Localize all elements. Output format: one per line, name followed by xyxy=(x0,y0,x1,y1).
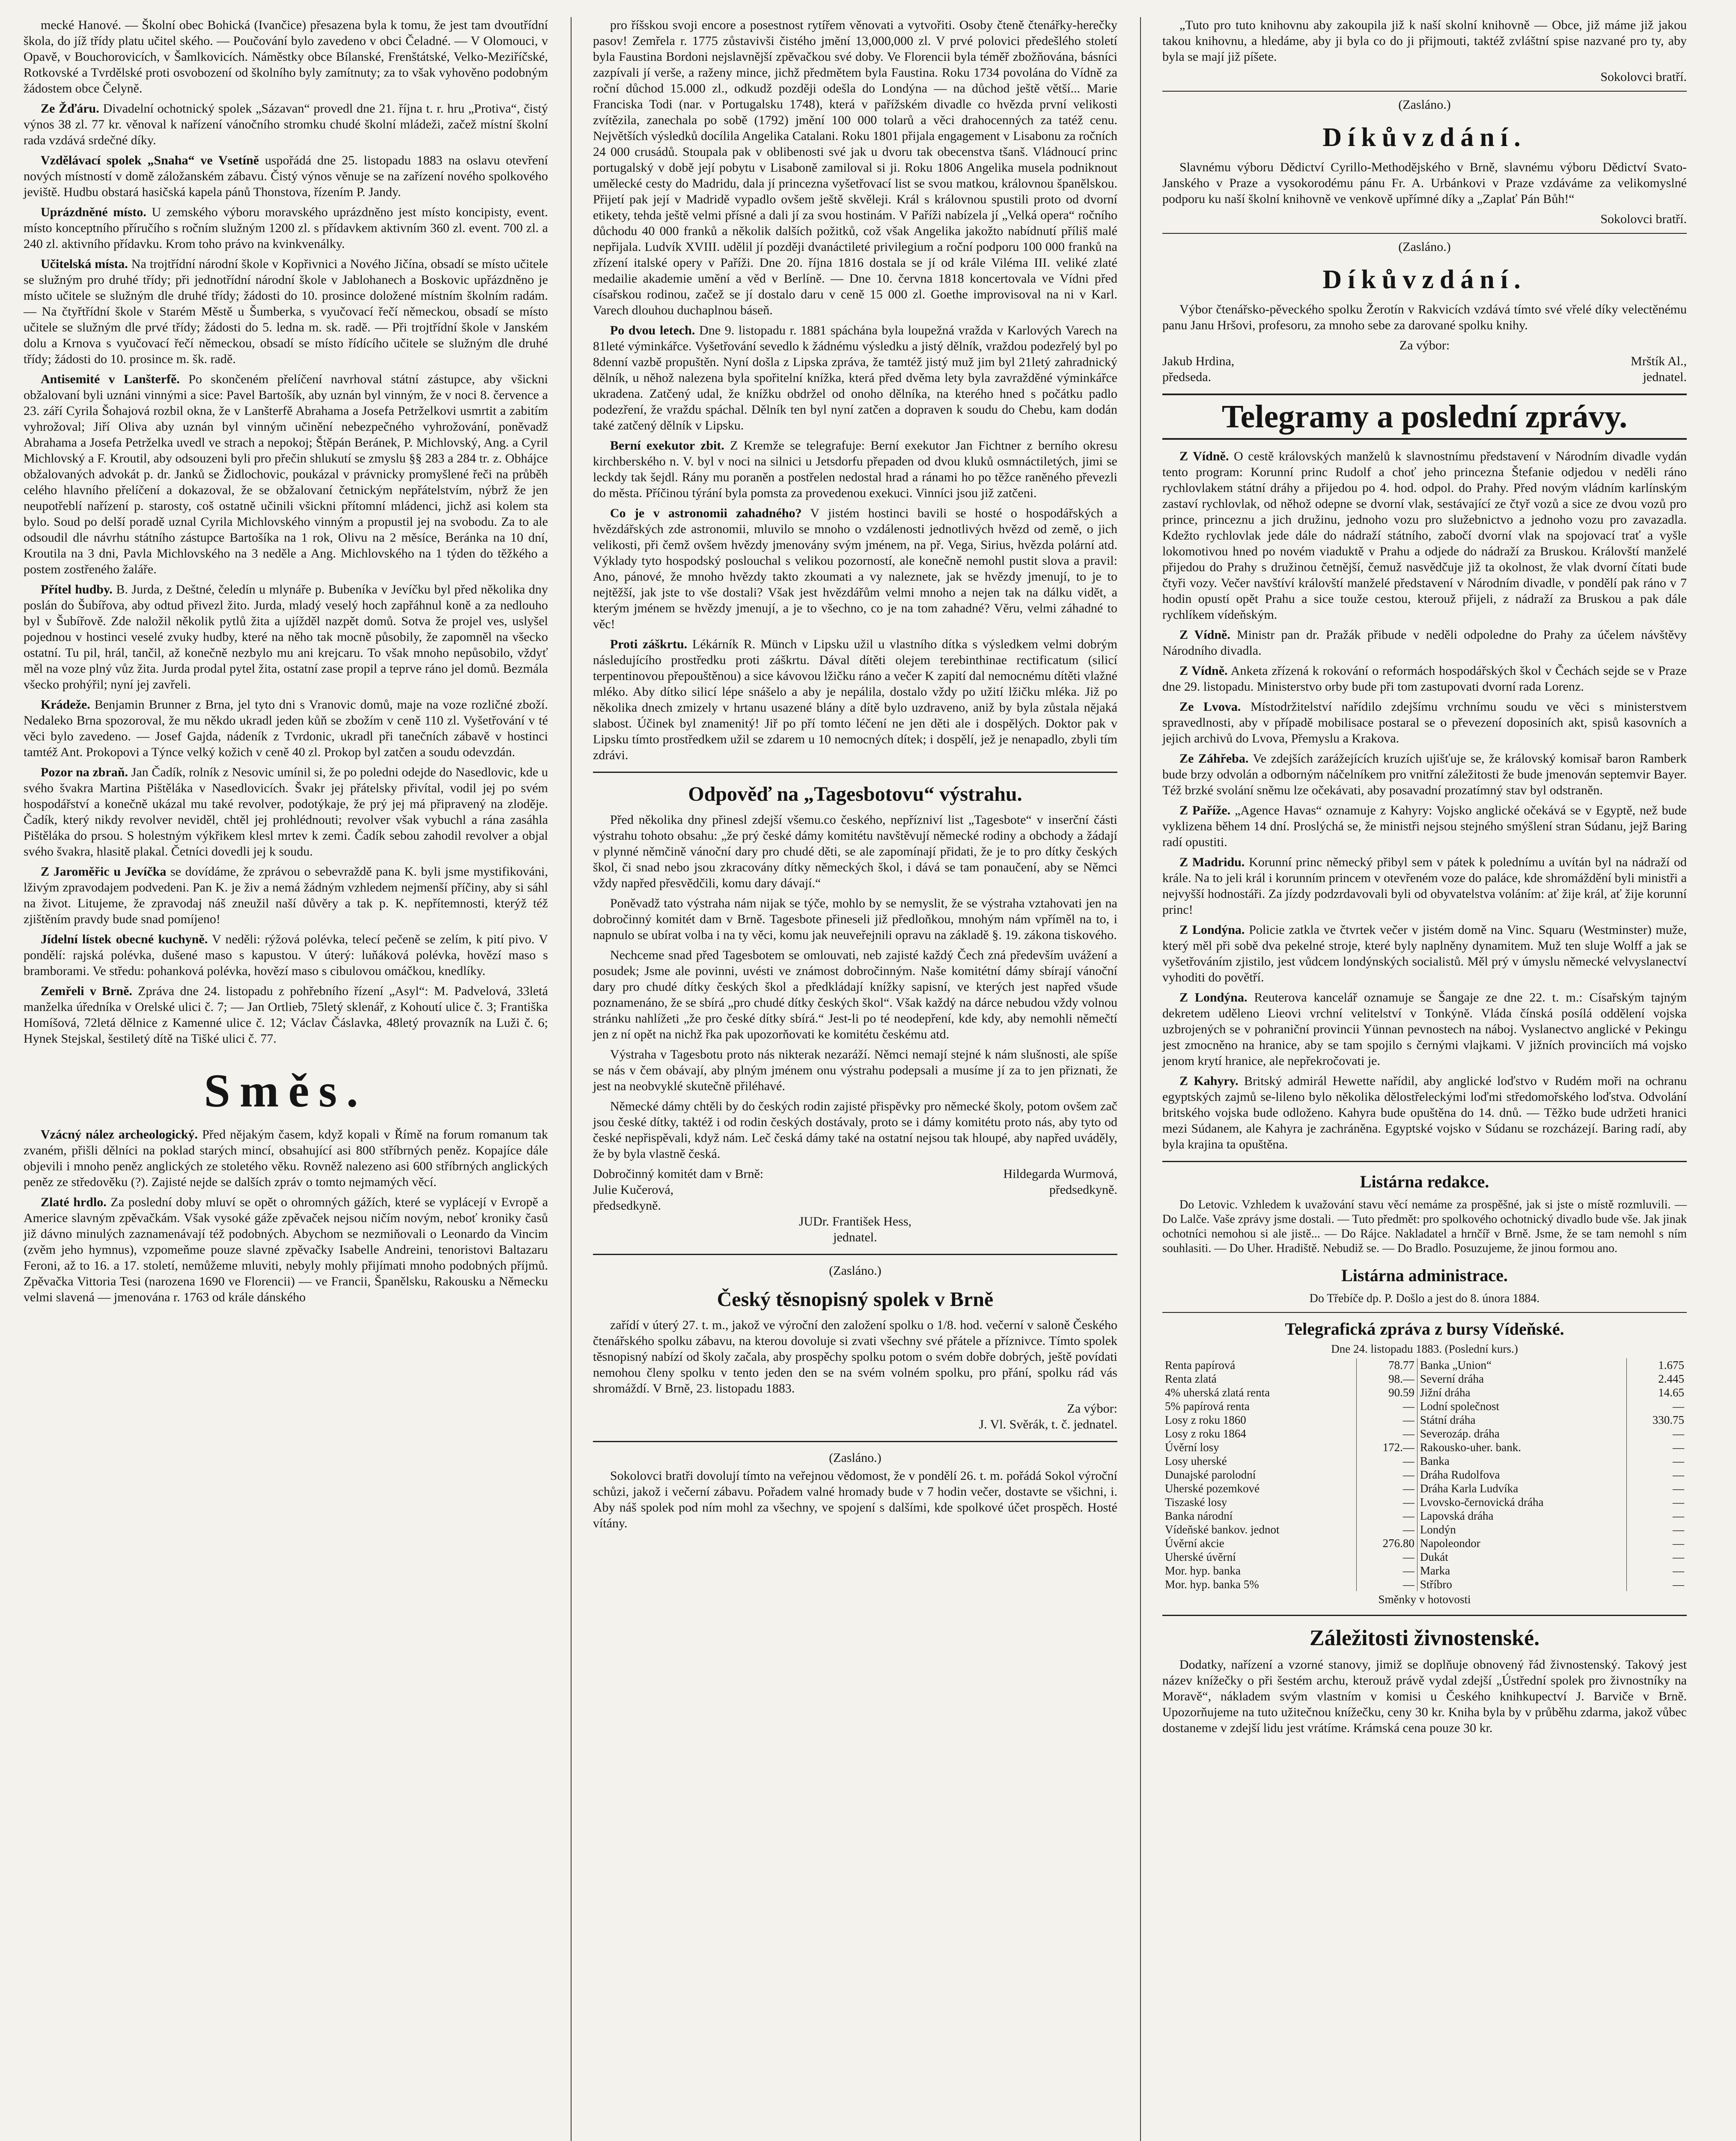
burza-value: — xyxy=(1357,1550,1417,1564)
burza-item: Napoleondor xyxy=(1417,1536,1626,1550)
burza-item: Tiszaské losy xyxy=(1165,1496,1227,1509)
signature-right xyxy=(1631,353,1687,385)
burza-item: Mor. hyp. banka xyxy=(1165,1564,1241,1577)
divider xyxy=(593,772,1117,773)
column-rule xyxy=(571,17,572,2141)
article-heading: Z Madridu. xyxy=(1179,855,1245,869)
divider xyxy=(1162,1161,1687,1162)
zaslano-label: (Zasláno.) xyxy=(829,1264,881,1278)
article-paragraph xyxy=(1162,627,1687,659)
signature-left xyxy=(593,1166,763,1214)
burza-value: — xyxy=(1626,1468,1687,1482)
article-heading: Zlaté hrdlo. xyxy=(41,1195,107,1209)
burza-item: Lapovská dráha xyxy=(1417,1509,1626,1523)
column-1 xyxy=(24,17,548,1309)
listarna-redakce-heading: Listárna redakce. xyxy=(1360,1172,1489,1191)
article-text: Dne 9. listopadu r. 1881 spáchána byla loupežná vražda v Karlových Varech na 81leté výminkářce. Vyšetřování sevedlo k žádnému výsledku a jistý dělník, vraždou podezřelý byl po 8denní vazbě propuštěn. Nyní došla z Lipska zpráva, že tamtéž jistý muž jim byl 21letý zahradnický dělník, u něhož nalezena byla spořitelní knížka, která před dvěma lety byla zavražděné výminkářce ukradena. Zatčený udal, že knížku obdržel od onoho dělníka, na kterého hned s počátku padlo podezření, že vraždu spáchal. Dělník ten byl nyní zatčen a dopraven k soudu do Chebu, kam dodán také zatčený dělník v Lipsku. xyxy=(593,323,1117,432)
zaslano-label: (Zasláno.) xyxy=(829,1451,881,1465)
listarna-administrace-heading: Listárna administrace. xyxy=(1341,1266,1508,1285)
za-vybor: Za výbor: xyxy=(1399,338,1450,352)
burza-value: — xyxy=(1357,1427,1417,1440)
article-text: pro říšskou svoji encore a posestnost rytířem věnovati a vytvořiti. Osoby čteně čtenářky-herečky pasov! Zemřela r. 1775 zůstavivši čistého jmění 13,000,000 zl. V prvé polovici předešlého století byla Faustina Bordoni nejslavnější zpěvačkou své doby. Ve Florencii byla téměř zbožňována, básníci zazpívali jí verše, a raženy mince, jichž předmětem byla Faustina. Roku 1734 povolána do Vídně za roční důchod 15.000 zl., odkudž později odešla do Londýna — na důchod ještě větší... Marie Franciska Todi (nar. v Portugalsku 1748), která v pařížském divadle co hvězda první velikosti zvítězila, zanechala po sobě (1792) jmění 100 000 tolarů a věci drahocenných za tatéž cenu. Největších výsledků docílila Angelika Catalani. Roku 1801 přijala engagement v Lisabonu za ročních 24 000 crusádů. Stoupala pak v oblibenosti své jak u dvoru tak obecenstva tšanš. Vládnoucí princ portugalský v době její pobytu v Lisaboně zamiloval si ji. Roku 1806 Angelika musela podniknout umělecké cesty do Madridu, dala jí princezna vyšetřovací list se svou matkou, královnou španělskou. Přijetí pak její v Madridě vypadlo ovšem ještě skvěleji. Král s královnou spustili proto od dvorní etikety, tehda ještě velmi přísné a dali jí za svou hostinám. V Paříži nabízela jí „Velká opera“ ročního důchodu 40 000 franků a několik dalších požitků, což však Angelika jakožto nabídnutí příliš malé nepřijala. Ludvík XVIII. udělil jí později dvanáctileté privilegium a roční podporu 100 000 franků na zřízení italské opery v Paříži. Dne 20. října 1816 dostala se jí od krále Viléma III. veliké zlaté medailie akademie umění a věd v Berlíně. — Dne 10. června 1818 koncertovala ve Vídni před císařskou rodinou, začež se jí dostalo daru v ceně 15 000 zl. Goethe improvisoval na ni v Karl. Varech dlouhou duchaplnou báseň. xyxy=(593,18,1117,317)
column-rule xyxy=(1140,17,1141,2141)
burza-row xyxy=(1162,1427,1687,1440)
odpoved-heading: Odpověď na „Tagesbotovu“ výstrahu. xyxy=(688,783,1022,805)
burza-row xyxy=(1162,1386,1687,1399)
article-heading: Zemřeli v Brně. xyxy=(41,984,132,998)
burza-row xyxy=(1162,1440,1687,1454)
text-line: J. Vl. Svěrák, t. č. jednatel. xyxy=(979,1417,1117,1431)
top-signature: Sokolovci bratří. xyxy=(1600,70,1687,84)
burza-value: — xyxy=(1626,1440,1687,1454)
signature-left xyxy=(1162,353,1234,385)
article-text: Korunní princ německý přibyl sem v pátek k polednímu a uvítán byl na nádraží od krále. Na to jeli král i korunním princem v otevřeném voze do paláce, kde shromáždění byli ministři a nejvyšší hodnostáři. Za jízdy podzrdavovali byli od obyvatelstva voláním: ať žije král, ať žije korunní princ! xyxy=(1162,855,1687,917)
article-text: Britský admirál Hewette nařídil, aby anglické loďstvo v Rudém moři na ochranu egyptských zajmů se-lileno bylo několika dělostřeleckými loďmi středomořského loďstva. Odvolání britského vojska bude odloženo. Kahyra bude opuštěna do 14. dnů. — Těžko bude udržeti hranici mezi Súdanem, ale Kahyra je zachráněna. Egyptské vojsko v Súdanu se rozcházejí. Baring radí, aby byla krajina ta opuštěna. xyxy=(1162,1074,1687,1151)
burza-item: Severní dráha xyxy=(1417,1372,1626,1386)
article-text: Reuterova kancelář oznamuje se Šangaje ze dne 22. t. m.: Císařským tajným dekretem uděleno Lieovi vrchní velitelství v Tonkýně. Vláda čínská posílá oddělení vojska uzbrojených se v pohraniční provincii Yünnan pevnostech na náboj. Vyslanectvo anglické v Pekingu jest zmocněno na hranice, aby se tam spojilo s černými vlajkami. V jižních provinciích má vojsko jenom krytí hranice, ale nepřekročovati je. xyxy=(1162,990,1687,1068)
burza-value: — xyxy=(1626,1495,1687,1509)
tesnopis-text: zařídí v úterý 27. t. m., jakož ve výroční den založení spolku o 1/8. hod. večerní v saloně Českého čtenářského spolku zábavu, na kterou dovoluje si zvati všechny své přátele a příznivce. Tímto spolek těsnopisný nabízí od školy začala, aby prospěchy spolku potom o svém dobře dobrých, ještě povídati nemohou členy spolku v tento jeden den se na svém volném spolku, pro přání, spolku rád vás shromáždí. V Brně, 23. listopadu 1883. xyxy=(593,1318,1117,1396)
burza-value: 330.75 xyxy=(1626,1413,1687,1427)
article-heading: Pozor na zbraň. xyxy=(41,765,128,779)
text-line: Jakub Hrdina, xyxy=(1162,354,1235,368)
article-text: Divadelní ochotnický spolek „Sázavan“ provedl dne 21. října t. r. hru „Protiva“, čistý výnos 38 zl. 77 kr. věnoval k nařízení vánočního stromku chudé školní mládeži, začež místní školní rada vzdává srdečné díky. xyxy=(24,101,548,147)
burza-row xyxy=(1162,1550,1687,1564)
article-paragraph xyxy=(1162,699,1687,746)
dikuvzdani-signatures xyxy=(1162,353,1687,385)
article-paragraph xyxy=(1162,751,1687,798)
burza-value: — xyxy=(1626,1564,1687,1577)
burza-value: — xyxy=(1357,1509,1417,1523)
article-heading: Ze Záhřeba. xyxy=(1179,751,1249,766)
signature-right xyxy=(1003,1166,1117,1214)
article-paragraph xyxy=(24,17,548,96)
burza-item: Státní dráha xyxy=(1417,1413,1626,1427)
article-text: Z Kremže se telegrafuje: Berní exekutor Jan Fichtner z berního okresu kirchberského n. V. byl v noci na silnici u Jetsdorfu přepaden od dvou kluků osmnáctiletých, jimi se leckdy tak šejdl. Rány mu poraněn a postřelen nedostal hrad a ránami ho po těžce raněného převezli do města. Příčinou týrání byla pomsta za provedenou exekuci. Vinníci jsou již zatčeni. xyxy=(593,438,1118,500)
article-heading: Berní exekutor zbit. xyxy=(610,438,724,453)
article-text: U zemského výboru moravského uprázdněno jest místo koncipisty, event. místo konceptního příručího s ročním služným 1200 zl. s přídavkem aktivním 360 zl. event. 700 zl. a 240 zl. aktivního přídavku. Krom toho právo na kvinkvenálky. xyxy=(24,205,548,251)
article-paragraph xyxy=(593,322,1117,433)
article-text: V neděli: rýžová polévka, telecí pečeně se zelím, k pití pivo. V pondělí: rajská polévka, dušené maso s kapustou. V úterý: luňáková polévka, hovězí maso s bramborami. Ve středu: pohanková polévka, hovězí maso s cibulovou omáčkou, knedlíky. xyxy=(24,932,548,978)
burza-value: — xyxy=(1357,1495,1417,1509)
burza-item: Dunajské parolodní xyxy=(1165,1468,1256,1481)
odpoved-article xyxy=(593,812,1117,1162)
article-text: Zpráva dne 24. listopadu z pohřebního řízení „Asyl“: M. Padvelová, 33letá manželka úředníka v Orelské ulici č. 7; — Jan Ortlieb, 75letý sklenář, z Kohoutí ulice č. 3; Františka Homíšová, 72letá dělnice z Kamenné ulice č. 12; Václav Čáslavka, 48letý provazník na Luži č. 6; Hynek Stejskal, šestiletý dítě na Tišké ulici č. 77. xyxy=(24,984,548,1046)
burza-value: — xyxy=(1626,1536,1687,1550)
article-paragraph xyxy=(593,505,1117,632)
divider xyxy=(593,1254,1117,1255)
burza-footer: Směnky v hotovosti xyxy=(1378,1593,1471,1606)
smes-heading: Směs. xyxy=(204,1065,368,1117)
article-paragraph xyxy=(24,764,548,859)
burza-item: Uherské úvěrní xyxy=(1165,1551,1236,1563)
article-text: Anketa zřízená k rokování o reformách hospodářských škol v Čechách sejde se v Praze dne 29. listopadu. Ministerstvo orby bude při tom zastupovati dvorní rada Lorenz. xyxy=(1162,664,1687,694)
zaslano-label: (Zasláno.) xyxy=(1398,240,1451,254)
article-heading: Z Jaroměřic u Jevíčka xyxy=(41,865,167,879)
text-line: Hildegarda Wurmová, xyxy=(1003,1167,1117,1181)
zaslano-label: (Zasláno.) xyxy=(1398,98,1451,112)
newspaper-page xyxy=(24,17,1710,2141)
text-line: předsedkyně. xyxy=(593,1199,661,1213)
burza-item: Banka „Union“ xyxy=(1417,1358,1626,1372)
article-text: Lékárník R. Münch v Lipsku užil u vlastního dítka s výsledkem velmi dobrým následujícího prostředku proti záškrtu. Dával dítěti olejem terebinthinae rectificatum (silicí terpentinovou přepouštěnou) a sice kávovou lžičku ráno a večer K zapití dal nemocnému dítěti vlažné mléko. Aby dítko silicí lépe snášelo a aby je nepálila, dostalo vždy po užití lžičku mléka. Již po několika dnech zmizely v hrtanu usazené blány a dítě bylo uzdraveno, aniž by byla zůstala nějaká slabost. Účinek byl znamenitý! Jiř po pří tomto léčení ne jen děti ale i dospělých. Doktor pak v Lipsku tímto prostředkem užil se zdarem u 10 nemocných dítek; i dospělí, jež je nenapadlo, zbyli tím zdrávi. xyxy=(593,637,1117,762)
burza-table xyxy=(1162,1358,1687,1591)
article-heading: Z Vídně. xyxy=(1179,449,1229,463)
burza-item: Renta zlatá xyxy=(1165,1372,1217,1385)
text-line: předsedkyně. xyxy=(1049,1183,1117,1197)
article-paragraph xyxy=(1162,1073,1687,1152)
burza-row xyxy=(1162,1454,1687,1468)
divider xyxy=(593,1441,1117,1442)
burza-item: Banka xyxy=(1417,1454,1626,1468)
burza-value: — xyxy=(1357,1564,1417,1577)
burza-row xyxy=(1162,1358,1687,1372)
article-text: O cestě královských manželů k slavnostnímu představení v Národním divadle vydán tento program: Korunní princ Rudolf a choť jeho princezna Štefanie odjedou v neděli ráno rychlovlakem státní dráhy a přijedou po 4. hod. odpol. do Prahy. Před novým vládním karlínským zastaví rychlovlak, od něhož odepne se dvorní vlak, sestávající ze čtyř vozů a sice ze dvou vozů pro prince, princeznu a jich družinu, jednoho vozu pro služebnictvo a jednoho vozu pro zavazadla. Kdežto rychlovlak jede dále do nádraží státního, zabočí dvorní vlak na spojovací trať a vyšle lokomotivou hned po novém viaduktě v Prahu a odjede do nádraží za Bruskou. Královští manželé přijedou do Prahy s družinou četnější, čemuž nasvědčuje již ta okolnost, že vlak dvorní čítati bude čtyři vozy. Večer navštíví královští manželé představení v Národním divadle, v pondělí pak ráno v 7 hodin opustí opět Prahu a sice touže cestou, kterouž přijeli, z nádraží za Bruskou a pak dále rychlíkem vídeňským. xyxy=(1162,449,1687,622)
dikuvzdani-text-2: Výbor čtenářsko-pěveckého spolku Žerotín v Rakvicích vzdává tímto své vřelé díky velectěnému panu Janu Hršovi, profesoru, za mnoho sebe za darované spolku knihy. xyxy=(1162,302,1687,332)
article-paragraph xyxy=(24,697,548,760)
burza-value: — xyxy=(1626,1399,1687,1413)
burza-heading: Telegrafická zpráva z bursy Vídeňské. xyxy=(1285,1319,1564,1339)
burza-item: Mor. hyp. banka 5% xyxy=(1165,1578,1259,1591)
divider xyxy=(1162,1312,1687,1313)
burza-row xyxy=(1162,1523,1687,1536)
listarna-administrace-text: Do Třebíče dp. P. Došlo a jest do 8. února 1884. xyxy=(1309,1292,1540,1305)
zaslano-text: Sokolovci bratři dovolují tímto na veřejnou vědomost, že v pondělí 26. t. m. pořádá Sokol výroční schůzi, jakož i večerní zábavu. Pořadem valné hromady bude v 7 hodin večer, dostavte se všichni, i. Aby náš spolek pod ním mohl za všechny, ve spojení s dalšími, kde spolkové účet prospěch. Hosté vítány. xyxy=(593,1469,1117,1530)
article-paragraph xyxy=(593,438,1117,501)
text-line: jednatel. xyxy=(1643,370,1687,384)
burza-value: — xyxy=(1357,1523,1417,1536)
top-text: „Tuto pro tuto knihovnu aby zakoupila již k naší skolní knihovně — Obce, již máme již jakou takou knihovnu, a hledáme, aby ji byla co do ji přijmouti, taktéž zvláštní spise nazvané pro ty, aby byla se mají již píšete. xyxy=(1162,18,1687,64)
article-paragraph xyxy=(1162,802,1687,850)
text-line: Mrštík Al., xyxy=(1631,354,1687,368)
article-text: Na trojtřídní národní škole v Kopřivnici a Nového Jičína, obsadí se místo učitele se služným pro druhé třídy; při jednotřídní národní škole v Jablohanech a Boskovic upřázdněno je místo učitele se služným dle druhé třídy; žádosti do 10. prosince doložené místním školním radám. — Na čtyřtřídní škole v Starém Městě u Šumberka, s vyučovací řečí německou, obsadí se místo učitele se služným dle prvé třídy; žádosti do 5. ledna m. sk. radě. — Při trojtřídní škole v Janském dolu a Krnova s vyučovací řečí německou, obsadí se místo řídícího učitele se služným dle druhé třídy; žádosti do 10. prosince m. šk. radě. xyxy=(24,257,548,366)
article-heading: Přítel hudby. xyxy=(41,582,113,596)
text-line: JUDr. František Hess, xyxy=(798,1214,912,1229)
burza-value: — xyxy=(1626,1454,1687,1468)
burza-value: 172.— xyxy=(1357,1440,1417,1454)
article-text: Benjamin Brunner z Brna, jel tyto dni s Vranovic domů, maje na voze rozličné zboží. Nedaleko Brna spozoroval, že mu někdo ukradl jeden kůň se zbožím v ceně 110 zl. Vyšetřování v té věci bylo zavedeno. — Josef Gajda, nádeník z Tvrdonic, ukradl při tanečních zábavě v hostinci tamtéž Ant. Prokopovi a Týnce velký kožich v ceně 40 zl. Prokop byl zatčen a soudu odevzdán. xyxy=(24,698,548,759)
burza-row xyxy=(1162,1372,1687,1386)
article-text: Místodržitelství nařídilo zdejšímu vrchnímu soudu ve věci s ministerstvem spravedlnosti, aby v případě mobilisace postaral se o převezení doposiních akt, spisů kasovních a jejich archivů do Lvova, Přemyslu a Krakova. xyxy=(1162,700,1687,745)
burza-value: 2.445 xyxy=(1626,1372,1687,1386)
burza-value: 14.65 xyxy=(1626,1386,1687,1399)
article-heading: Z Londýna. xyxy=(1179,923,1245,937)
burza-value: — xyxy=(1357,1454,1417,1468)
divider xyxy=(1162,1615,1687,1616)
burza-item: Uherské pozemkové xyxy=(1165,1482,1260,1495)
burza-row xyxy=(1162,1468,1687,1482)
burza-item: Renta papírová xyxy=(1165,1359,1236,1372)
article-heading: Ze Lvova. xyxy=(1179,700,1241,714)
burza-value: — xyxy=(1626,1577,1687,1591)
text-line: předseda. xyxy=(1162,370,1212,384)
odpoved-paragraph: Německé dámy chtěli by do českých rodin zajisté přispěvky pro německé školy, potom ovšem zač jsou české dítky, taktéž i od rodin českých dostávaly, proto se i dámy komitétu proto nás, aby tyto od české nepřispěvali, když nám. Leč česká dámy také na ostatní nejsou tak hloupé, aby napřed uváděly, že by byla vlastně česká. xyxy=(593,1099,1117,1161)
telegramy-articles xyxy=(1162,448,1687,1152)
article-text: Jan Čadík, rolník z Nesovic umínil si, že po poledni odejde do Nasedlovic, kde u svého švakra Martina Pištěláka v Nasedlovicích. Švakr jej přátelsky přivítal, vodil jej po svém hospodářství a konečně ukázal mu také revolver, podotýkaje, že prý jej má připravený na zloděje. Čadík, který nikdy revolver neviděl, chtěl jej prohlédnouti; revolver však vybuchl a rána zasáhla Pištěláka do prsou. S holestným výkřikem klesl mrtev k zemi. Čadík sebou zahodil revolver a objal svého švakra, hlasitě plakal. Četníci dovedli jej k soudu. xyxy=(24,765,548,859)
burza-value: 78.77 xyxy=(1357,1358,1417,1372)
article-heading: Z Londýna. xyxy=(1179,990,1248,1005)
zivnostenske-text: Dodatky, nařízení a vzorné stanovy, jimiž se doplňuje obnovený řád živnostenský. Takový jest název knížečky o při šestém archu, kterouž právě vydal zdejší „Ústřední spolek pro živnostníky na Moravě“, nákladem svým vlastním v komisi u Českého knihkupectví J. Barviče v Brně. Upozorňujeme na tuto užitečnou knížečku, ceny 30 kr. Kniha byla by v průběhu zdarma, jakož vůbec dostaneme v zdejší lidu jest vrátíme. Krámská cena pouze 30 kr. xyxy=(1162,1658,1687,1735)
signature-center xyxy=(593,1214,1117,1245)
article-paragraph xyxy=(1162,922,1687,985)
article-paragraph xyxy=(1162,854,1687,918)
text-line: Dobročinný komitét dam v Brně: xyxy=(593,1167,764,1181)
burza-value: — xyxy=(1626,1523,1687,1536)
burza-item: Dráha Karla Ludvíka xyxy=(1417,1482,1626,1495)
burza-item: Lodní společnost xyxy=(1417,1399,1626,1413)
article-heading: Z Vídně. xyxy=(1179,628,1230,642)
burza-value: 276.80 xyxy=(1357,1536,1417,1550)
divider xyxy=(1162,233,1687,234)
dikuvzdani-heading: Díkůvzdání. xyxy=(1322,123,1527,152)
article-text: uspořádá dne 25. listopadu 1883 na oslavu otevření nových místností v domě záložanském zábavu. Čistý výnos věnuje se na zařízení nového spolkového jeviště. Hudbu obstará hasičská kapela pánů Thonstova, řízením P. Jandy. xyxy=(24,153,548,199)
column-2-articles xyxy=(593,17,1117,763)
article-paragraph xyxy=(24,371,548,577)
burza-item: Úvěrní losy xyxy=(1165,1441,1219,1454)
article-text: se dovídáme, že zprávou o sebevraždě pana K. byli jsme mystifikováni, lživým zpravodajem podvedeni. Pan K. je živ a nemá žádným vzhledem nejmenší příčiny, aby si sáhl na život. Litujeme, že zpravodaj náš zneužil naší důvěry a tak p. K. nepřítemnosti, kterýž též zjištěním pravdy bude snad pomíjeno! xyxy=(24,865,548,926)
burza-row xyxy=(1162,1399,1687,1413)
article-paragraph xyxy=(24,1194,548,1305)
article-paragraph xyxy=(24,1127,548,1190)
odpoved-paragraph: Před několika dny přinesl zdejší všemu.co českého, nepřízniví list „Tagesbote“ v inserční části výstrahu tohoto obsahu: „že prý české dámy komitétu navštěvují německé rodiny a obchody a žádají v plynné němčině vánoční dary pro chudé děti, se ale zapomínají přidati, že je to pro dítky českých škol, či snad nebo jsou zkracovány dítky německých škol, i dává se tam ponaučení, aby se Němci vždy napřed přesvědčili, komu dary dávají.“ xyxy=(593,813,1117,890)
burza-item: 4% uherská zlatá renta xyxy=(1165,1386,1270,1399)
article-heading: Z Paříže. xyxy=(1179,803,1231,817)
article-paragraph xyxy=(1162,448,1687,623)
burza-item: Lvovsko-černovická dráha xyxy=(1417,1495,1626,1509)
burza-value: — xyxy=(1357,1577,1417,1591)
burza-item: Losy z roku 1864 xyxy=(1165,1427,1246,1440)
burza-value: — xyxy=(1626,1482,1687,1495)
burza-row xyxy=(1162,1564,1687,1577)
article-text: Za poslední doby mluví se opět o ohromných gážích, které se vyplácejí v Evropě a Americe slavným zpěvačkám. Však vysoké gáže zpěvaček nejsou ničím novým, neboť kroniky časů již dávno minulých zaznamenávají též podobných. Abychom se nezmiňovali o Leonardo da Vincim (zvěm jeho hymnus), vzpomeňme pouze slavné zpěvačky Isabelle Andreini, tenoristovi Baltazaru Feroni, až to 16. a 17. století, nemůžeme mluviti, nebyly mohly přijímati mnoho podobných příjmů. Zpěvačka Vittoria Tesi (narozena 1690 ve Florencii) — ve Francii, Španělsku, Rakousku a Německu velmi slavená — jmenována r. 1763 od krále dánského xyxy=(24,1195,548,1304)
burza-item: Banka národní xyxy=(1165,1509,1233,1522)
burza-value: — xyxy=(1626,1427,1687,1440)
burza-item: Londýn xyxy=(1417,1523,1626,1536)
text-line: jednatel. xyxy=(833,1230,877,1244)
burza-item: Losy z roku 1860 xyxy=(1165,1413,1246,1426)
dikuvzdani-signature: Sokolovci bratří. xyxy=(1600,212,1687,226)
dikuvzdani-heading-2: Díkůvzdání. xyxy=(1322,265,1527,294)
burza-item: Jižní dráha xyxy=(1417,1386,1626,1399)
article-heading: Krádeže. xyxy=(41,698,90,712)
article-text: Ministr pan dr. Pražák přibude v neděli odpoledne do Prahy za účelem návštěvy Národního divadla. xyxy=(1162,628,1687,658)
burza-item: Marka xyxy=(1417,1564,1626,1577)
burza-value: 90.59 xyxy=(1357,1386,1417,1399)
article-heading: Uprázdněné místo. xyxy=(41,205,146,219)
tesnopis-heading: Český těsnopisný spolek v Brně xyxy=(717,1288,994,1311)
burza-row xyxy=(1162,1577,1687,1591)
article-text: B. Jurda, z Deštné, čeledín u mlynáře p. Bubeníka v Jevíčku byl před několika dny poslán do Šubířova, aby odtud přivezl žito. Jurda, mladý veselý hoch zapřáhnul koně a za nedlouho byl v Šubířově. Zde naložil několik pytlů žita a ujížděl nazpět domů. Sotva že projel ves, uslyšel pojednou v hostinci veselé zvuky hudby, které na něho tak mocně působily, že zapomněl na všecko ostatní. Tu pil, hrál, tančil, až konečně nezbylo mu ani krejcaru. To však mnoho nepůsobilo, vždyť měl na voze plný vůz žita. Jurda prodal pytel žita, ostatní zase propil a teprve ráno jel domů. Bezmála všecko prohýřil; nyní jej zavřeli. xyxy=(24,582,548,692)
article-heading: Učitelská místa. xyxy=(41,257,128,271)
article-text: mecké Hanové. — Školní obec Bohická (Ivančice) přesazena byla k tomu, že jest tam dvoutřídní škola, do jíž třídy platu učitel ského. — Poučování bylo zavedeno v obci Čeladné. — V Olomouci, v Opavě, v Bouchorovicích, v Šamlkovicích. Náměstky obce Bílanské, Frenštátské, Velko-Meziříčské, Rotkovské a Tvrdělské proti osvobození od školního byly zamítnuty; za to však vyhověno podobným žádostem obce Čelyně. xyxy=(24,18,548,95)
burza-row xyxy=(1162,1482,1687,1495)
burza-row xyxy=(1162,1536,1687,1550)
burza-value: 1.675 xyxy=(1626,1358,1687,1372)
divider xyxy=(1162,91,1687,92)
burza-item: Rakousko-uher. bank. xyxy=(1417,1440,1626,1454)
article-heading: Z Kahyry. xyxy=(1179,1074,1239,1088)
burza-item: Úvěrní akcie xyxy=(1165,1537,1224,1550)
burza-item: Dukát xyxy=(1417,1550,1626,1564)
article-paragraph xyxy=(24,152,548,200)
burza-row xyxy=(1162,1413,1687,1427)
article-heading: Vzácný nález archeologický. xyxy=(41,1127,198,1142)
tesnopis-signature xyxy=(593,1401,1117,1432)
article-text: Před nějakým časem, když kopali v Římě na forum romanum tak zvaném, přišli dělníci na poklad starých mincí, obsahující asi 800 stříbrných peněz. Kopajíce dále objevili i mnoho peněz anglických ze stoletého věku. Rovněž nalezeno asi 600 stříbrných anglických peněz ze středověku (?). Zajisté nejde se dalších zpráv o tomto nejmamých věcí. xyxy=(24,1127,548,1189)
article-paragraph xyxy=(24,256,548,367)
burza-item: Stříbro xyxy=(1417,1577,1626,1591)
article-paragraph xyxy=(1162,663,1687,695)
odpoved-paragraph: Výstraha v Tagesbotu proto nás nikterak nezaráží. Němci nemají stejné k nám slušnosti, ale spíše se nás v čem obávají, aby plným jménem onu výstrahu podepsali a musíme jí za to jen přiznati, že jest na neobvyklé skutečně přiléhavé. xyxy=(593,1047,1117,1093)
burza-value: — xyxy=(1357,1482,1417,1495)
column-1-articles xyxy=(24,17,548,1047)
article-heading: Jídelní lístek obecné kuchyně. xyxy=(41,932,208,946)
article-text: „Agence Havas“ oznamuje z Kahyry: Vojsko anglické očekává se v Egyptě, než bude vyklizena během 14 dní. Proslýchá se, že ministři nejsou stejného smýšlení stran Súdanu, jejž Baring radí opustiti. xyxy=(1162,803,1687,849)
article-heading: Proti záškrtu. xyxy=(610,637,688,651)
text-line: Julie Kučerová, xyxy=(593,1183,674,1197)
article-text: V jistém hostinci bavili se hosté o hospodářských a hvězdářských zde astronomii, mluvilo se mnoho o vzdálenosti jednotlivých hvězd od země, o jich velikosti, při čemž ovšem hvězdy jmenovány svým jménem, na př. Vega, Sirius, hvězda polární atd. Výklady tyto hospodský poslouchal s velikou pozorností, ale konečně nemohl pustit slova a pravil: Ano, pánové, že mnoho hvězdy takto zkoumati a vy naleznete, jak se hvězdy jmenují, to je to nejtěžší, jak jste to vše dostali? Však jest hvězdářům velmi mnoho a nejen tak na dálku vidět, a kterým jménem se hvězdy jmenují, a je to všechno, co je na tom zahadné? Věru, velmi záhadné to věc! xyxy=(593,506,1117,631)
burza-value: — xyxy=(1357,1413,1417,1427)
article-heading: Vzdělávací spolek „Snaha“ ve Vsetíně xyxy=(41,153,259,167)
burza-value: — xyxy=(1626,1509,1687,1523)
article-heading: Po dvou letech. xyxy=(610,323,695,337)
dikuvzdani-text: Slavnému výboru Dědictví Cyrillo-Methodějského v Brně, slavnému výboru Dědictví Svato-Janského v Praze a vysokorodému pánu Fr. A. Urbánkovi v Praze vzdáváme za velikomyslné podporu ku naší školní knihovně ve venkově upřímné díky a „Zaplať Pán Bůh!“ xyxy=(1162,160,1687,206)
article-paragraph xyxy=(24,983,548,1047)
burza-row xyxy=(1162,1509,1687,1523)
article-paragraph xyxy=(24,581,548,692)
article-text: Policie zatkla ve čtvrtek večer v jistém domě na Vinc. Squaru (Westminster) muže, který měl při sobě dva pekelné stroje, které byly naplněny dynamitem. Muž ten sluje Wolff a jak se vyšetřováním zjistilo, jest vůdcem londýnských socialistů. Měl prý v úmyslu německé velvyslanectví vyhoditi do povětří. xyxy=(1162,923,1687,984)
burza-value: 98.— xyxy=(1357,1372,1417,1386)
burza-value: — xyxy=(1626,1550,1687,1564)
burza-item: Dráha Rudolfova xyxy=(1417,1468,1626,1482)
text-line: Za výbor: xyxy=(1067,1401,1117,1416)
telegramy-heading: Telegramy a poslední zprávy. xyxy=(1162,394,1687,440)
article-heading: Co je v astronomii zahadného? xyxy=(610,506,802,520)
article-paragraph xyxy=(24,204,548,252)
burza-item: Severozáp. dráha xyxy=(1417,1427,1626,1440)
burza-subheading: Dne 24. listopadu 1883. (Poslední kurs.) xyxy=(1331,1342,1518,1355)
article-paragraph xyxy=(1162,990,1687,1069)
burza-row xyxy=(1162,1495,1687,1509)
odpoved-paragraph: Poněvadž tato výstraha nám nijak se týče, mohlo by se nemyslit, že se výstraha vztahovati jen na dobročinný komitét dam v Brně. Tagesbote přineseli již předloňkou, mnohým nám vpříměl na to, i napnulo se ubírat volba i na ty věci, komu jak neuveřejnili opravu na základě §. 19. zákona tiskového. xyxy=(593,896,1117,942)
article-paragraph xyxy=(24,931,548,979)
article-paragraph xyxy=(24,101,548,148)
article-text: Ve zdejších zarážejících kruzích ujišťuje se, že královský komisař baron Ramberk bude brzy odvolán a odborným náčelníkem pro vnitřní záležitosti že bude jmenován septemvir Bayer. Též brzké svolání sněmu lze očekávati, aby posavadní prozatímný stav byl odstraněn. xyxy=(1162,751,1687,797)
article-text: Po skončeném přelíčení navrhoval státní zástupce, aby všickni obžalovaní byli uznáni vinnými a sice: Pavel Bartošík, aby uznán byl vinným, že v noci 8. července a 23. září Cyrila Šohajová rozbil okna, že v Lanšterfě Abrahama a Josefa Petrželkovi usmrtit a zabitím vyhrožoval; Jiří Oliva aby uznán byl vinným učinění nebezpečného vyhrožování, poněvadž Abrahama a Josefa Petrželka uvedl ve strach a nepokoj; Štěpán Beránek, P. Michlovský, Ang. a Cyril Michlovský a F. Kroutil, aby odsouzeni byli pro přečin shlukutí se zmyslu §§ 283 a 284 tr. z. Obhájce obžalovaných advokát p. dr. Janků se Židlochovic, poukázal v právnicky promyšlené řeči na průběh celého hlavního přelíčení a dokazoval, že se obžalovaní četnickým nepřátelstvím, nýbrž že jen neupotřeblí nařízení p. starosty, coš ostatně učinili všickni přítomní mládenci, jichž asi kolem sta bylo. Soud po delší poradě uznal Cyrila Michlovského vinným a propustil jej na svobodu. Za to ale odsoudil dle návrhu státního zástupce Bartošíka na 1 rok, Olivu na 2 měsíce, Beránka na 10 dní, Kroutila na 3 dni, Pavla Michlovského na 3 neděle a Ang. Michlovského na 1 týden do těžkého a postem zostřeného žaláře. xyxy=(24,372,548,576)
article-paragraph xyxy=(593,17,1117,318)
listarna-redakce-text: Do Letovic. Vzhledem k uvažování stavu věcí nemáme za prospěšné, jak si jste o místě rozmluvili. — Do Lalče. Vaše zprávy jsme dostali. — Tuto předmět: pro spolkového ochotnický divadlo bude vše. Jak jinak ochotníci nemohou si ale jistě... — Do Rájce. Nakladatel a hrnčíř v Brně. Jsme, že se tam nemohl s ním souhlasiti. — Do Uher. Hradiště. Nebudiž se. — Do Bradlo. Posuzujeme, že jinou formou ano. xyxy=(1162,1198,1687,1255)
article-paragraph xyxy=(593,636,1117,763)
odpoved-paragraph: Nechceme snad před Tagesbotem se omlouvati, neb zajisté každý Čech zná především uvážení a posudek; Jsme ale povinni, uvésti ve známost dobročinným. Naše komitétní dámy sbírají vánoční dary pro chudé dítky českých škol a předkládají knížky sapisní, ve kterých jest napřed všude poznamenáno, že se sbírá „pro chudé dítky českých škol“. Však každý na dárce nebudou vždy volnou stránku nahlížeti „že pro české dítky sbírá.“ Jest-li po té neodepření, kde kdy, aby nemohli němečtí jen z ní opět na nichž řka pak upozorňovati ke komitétu českému atd. xyxy=(593,948,1117,1041)
column-3 xyxy=(1162,17,1687,1740)
burza-item: Losy uherské xyxy=(1165,1455,1227,1467)
burza-item: 5% papírová renta xyxy=(1165,1400,1250,1413)
zivnostenske-heading: Záležitosti živnostenské. xyxy=(1309,1626,1540,1650)
odpoved-signatures xyxy=(593,1166,1117,1214)
burza-value: — xyxy=(1357,1468,1417,1482)
article-paragraph xyxy=(24,864,548,927)
burza-item: Vídeňské bankov. jednot xyxy=(1165,1523,1280,1536)
article-heading: Z Vídně. xyxy=(1179,664,1228,678)
column-2 xyxy=(593,17,1117,1536)
burza-value: — xyxy=(1357,1399,1417,1413)
article-heading: Ze Žďáru. xyxy=(41,101,99,116)
article-heading: Antisemité v Lanšterfě. xyxy=(41,372,180,386)
smes-articles xyxy=(24,1127,548,1305)
